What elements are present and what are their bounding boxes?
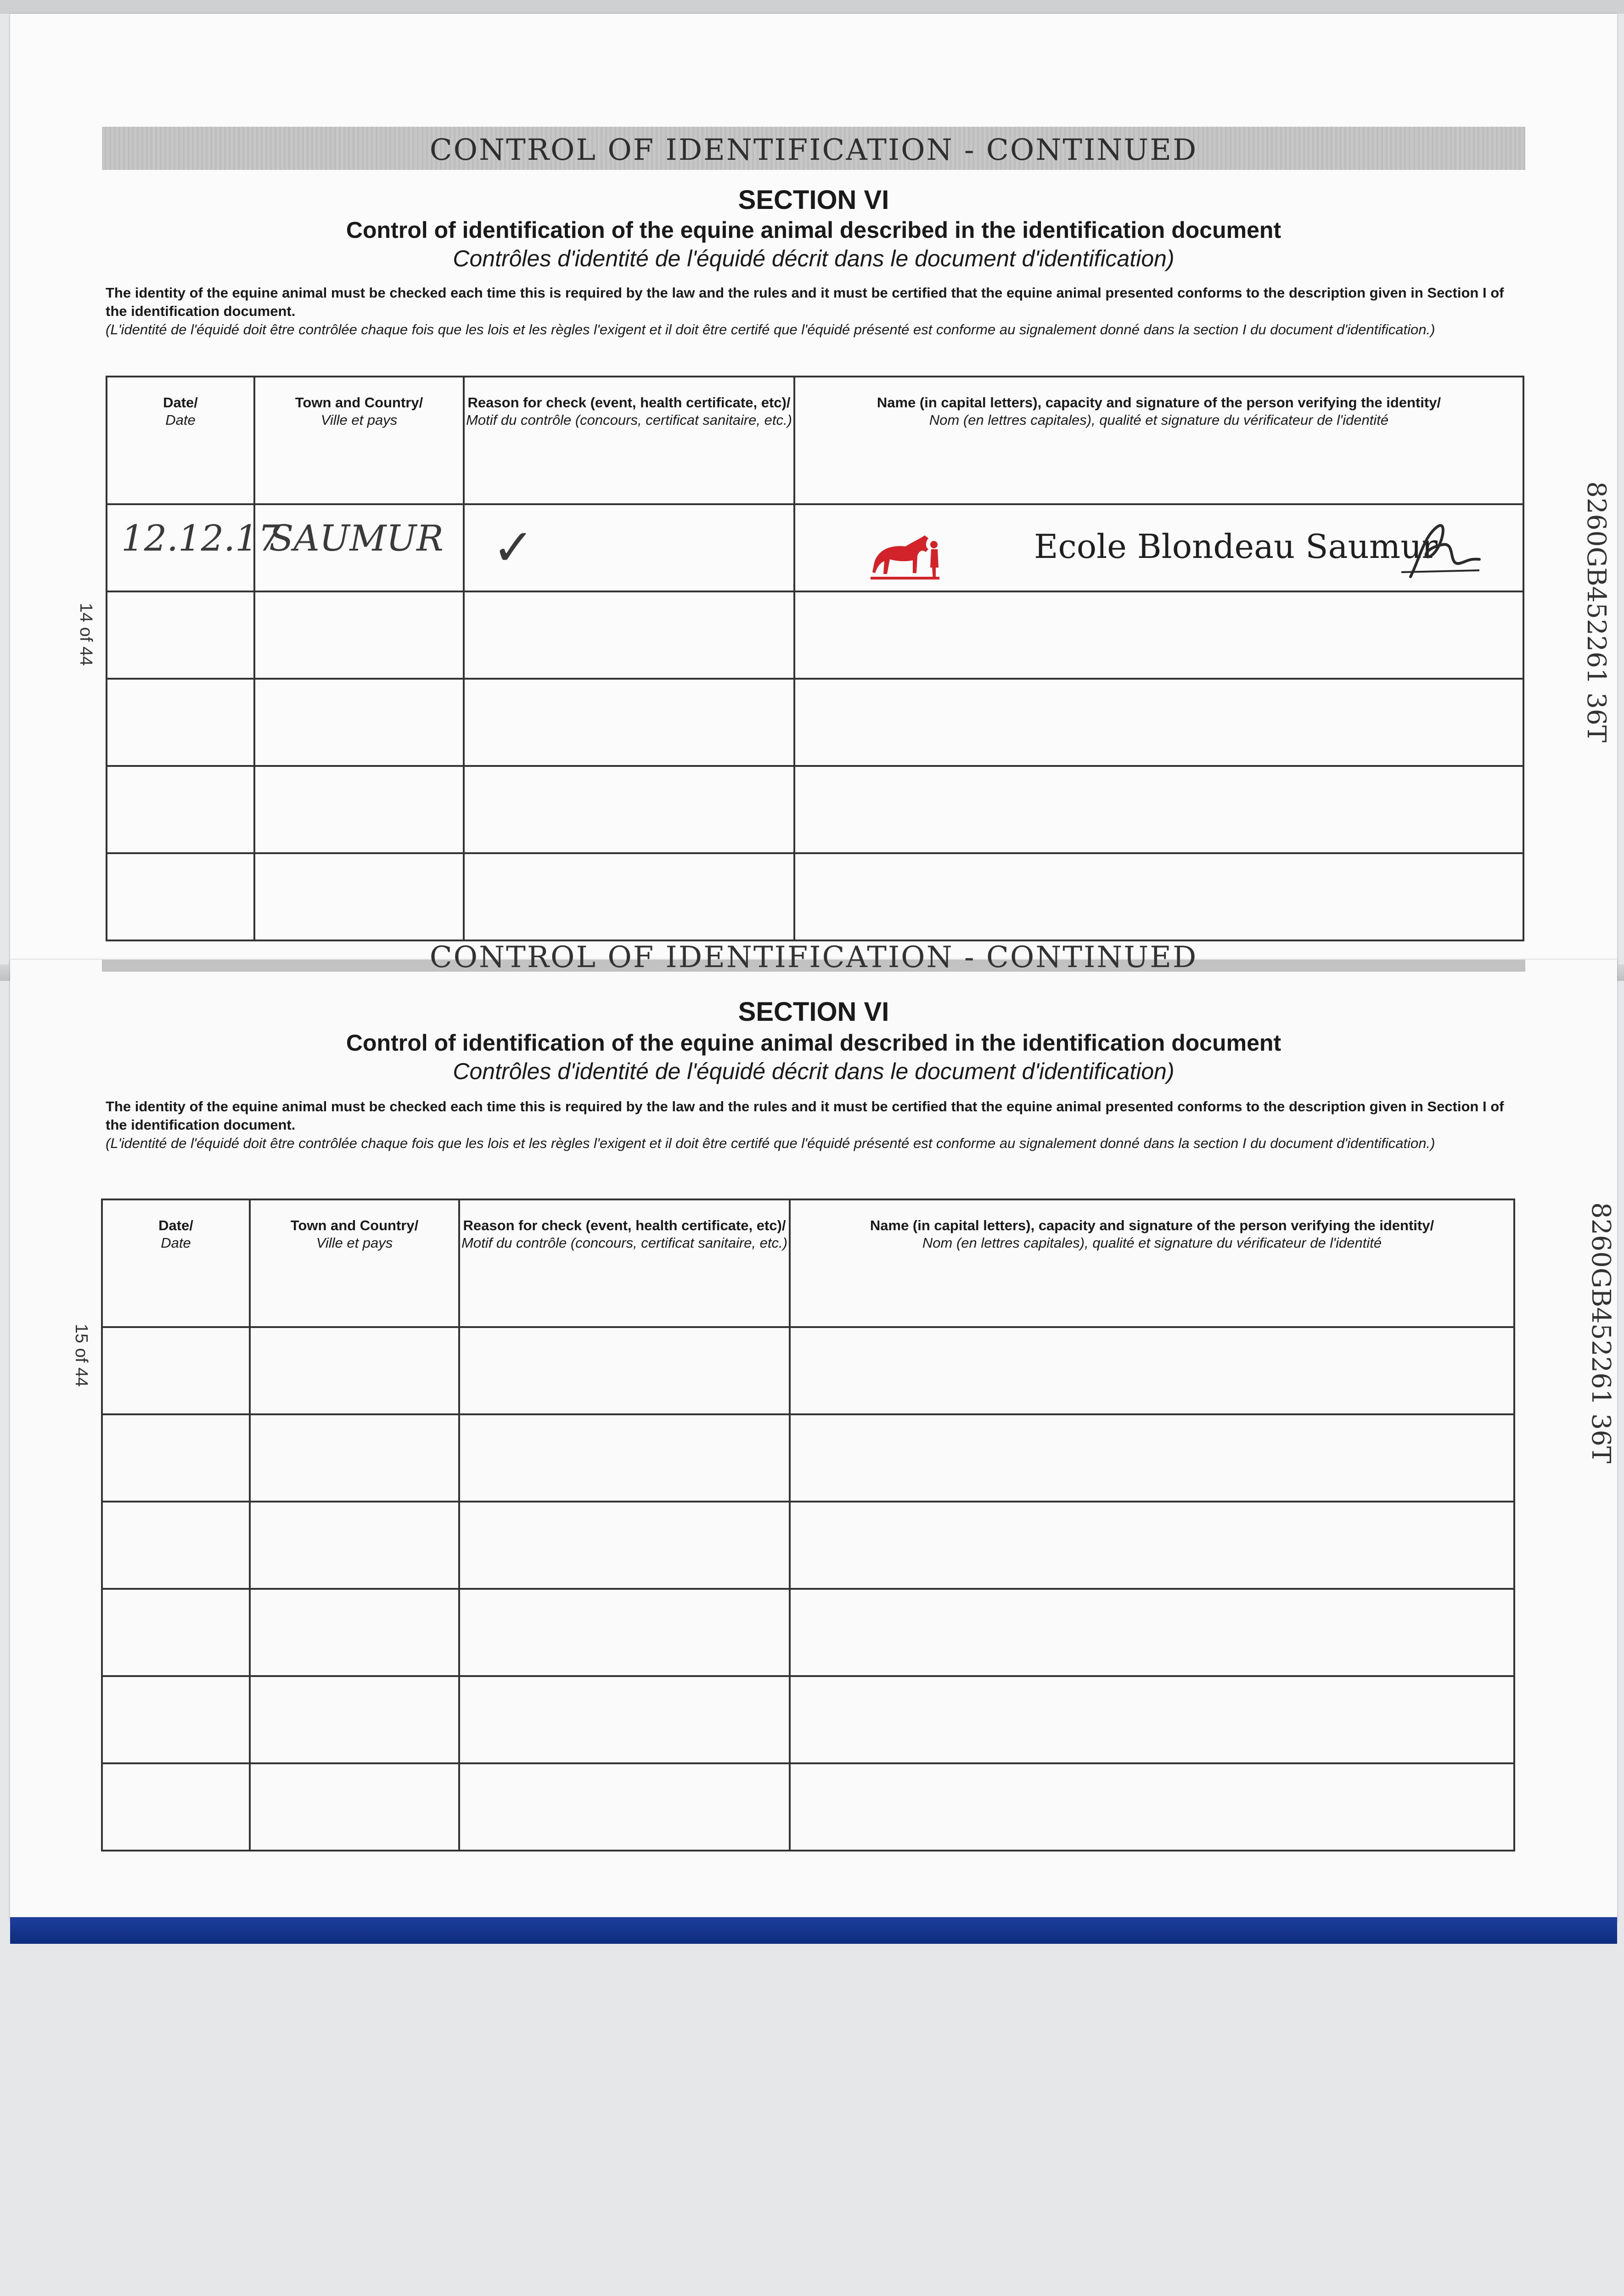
- table-row: [102, 1414, 1514, 1502]
- date-cell: [107, 504, 281, 591]
- entry-reason: ✓: [492, 518, 535, 577]
- intro-text: [106, 284, 1506, 339]
- table-row: [102, 1589, 1514, 1676]
- control-heading-fr: Contrôles d'identité de l'équidé décrit dans le document d'identification): [453, 246, 1174, 271]
- control-heading-fr: Contrôles d'identité de l'équidé décrit dans le document d'identification): [453, 1058, 1174, 1084]
- col-date: Date/ Date: [107, 377, 254, 504]
- cover-edge: [10, 1917, 1617, 1944]
- signature-icon: [1392, 517, 1484, 586]
- table-row: [107, 591, 1523, 679]
- section-title: SECTION VI: [738, 997, 889, 1027]
- col-town: Town and Country/ Ville et pays: [250, 1199, 459, 1327]
- intro-en: The identity of the equine animal must be checked each time this is required by the law and the rules and it must be certified that the equine animal presented conforms to the description given in Section I of the identification document.: [106, 1098, 1504, 1133]
- table-row: [107, 679, 1523, 766]
- table-row: [102, 1763, 1514, 1851]
- table-row: [107, 853, 1523, 940]
- control-heading-en: Control of identification of the equine animal described in the identification document: [346, 217, 1281, 243]
- col-reason: Reason for check (event, health certificate, etc)/ Motif du contrôle (concours, certificat sanitaire, etc.): [464, 377, 794, 504]
- table-row: [107, 504, 1523, 591]
- control-table: [101, 1199, 1515, 1851]
- page-number: 15 of 44: [72, 1323, 91, 1387]
- table-row: [107, 766, 1523, 853]
- document-id: 8260GB452261 36T: [1585, 1202, 1616, 1463]
- control-table: [106, 376, 1524, 941]
- intro-text: [106, 1097, 1506, 1153]
- col-reason: Reason for check (event, health certificate, etc)/ Motif du contrôle (concours, certificat sanitaire, etc.): [459, 1199, 790, 1327]
- section-banner: [102, 940, 1525, 974]
- document-id: 8260GB452261 36T: [1581, 481, 1611, 743]
- page-number: 14 of 44: [76, 602, 96, 666]
- col-date: Date/ Date: [102, 1199, 250, 1327]
- scan-edge: [0, 0, 1624, 14]
- col-verifier: Name (in capital letters), capacity and signature of the person verifying the identity/ Nom (en lettres capitales), qualité et signature du vérificateur de l'identité: [790, 1199, 1514, 1327]
- passport-page-14: [10, 14, 1617, 969]
- passport-page-15: [10, 940, 1617, 1922]
- horse-stamp-icon: [869, 531, 942, 581]
- intro-en: The identity of the equine animal must be checked each time this is required by the law and the rules and it must be certified that the equine animal presented conforms to the description given in Section I of the identification document.: [106, 285, 1504, 319]
- control-heading-en: Control of identification of the equine animal described in the identification document: [346, 1030, 1281, 1056]
- reason-cell: [464, 504, 794, 591]
- entry-date: 12.12.17: [121, 518, 281, 559]
- table-row: [102, 1327, 1514, 1414]
- col-verifier: Name (in capital letters), capacity and signature of the person verifying the identity/ Nom (en lettres capitales), qualité et signature du vérificateur de l'identité: [794, 377, 1523, 504]
- verifier-cell: [794, 504, 1523, 591]
- entry-town: SAUMUR: [269, 518, 444, 559]
- header-row: [102, 1199, 1514, 1327]
- intro-fr: (L'identité de l'équidé doit être contrôlée chaque fois que les lois et les règles l'exigent et il doit être certifé que l'équidé présenté est conforme au signalement donné dans la section I du document d'identification.): [106, 1135, 1435, 1151]
- section-banner: [102, 127, 1525, 170]
- intro-fr: (L'identité de l'équidé doit être contrôlée chaque fois que les lois et les règles l'exigent et il doit être certifé que l'équidé présenté est conforme au signalement donné dans la section I du document d'identification.): [106, 321, 1435, 338]
- table-row: [102, 1502, 1514, 1589]
- verifier-name: Ecole Blondeau Saumur: [1034, 527, 1438, 566]
- col-town: Town and Country/ Ville et pays: [254, 377, 464, 504]
- header-row: [107, 377, 1523, 504]
- banner-title: CONTROL OF IDENTIFICATION - CONTINUED: [429, 133, 1198, 167]
- town-cell: [254, 504, 464, 591]
- table-row: [102, 1676, 1514, 1763]
- banner-title: CONTROL OF IDENTIFICATION - CONTINUED: [429, 940, 1198, 974]
- section-title: SECTION VI: [738, 185, 889, 215]
